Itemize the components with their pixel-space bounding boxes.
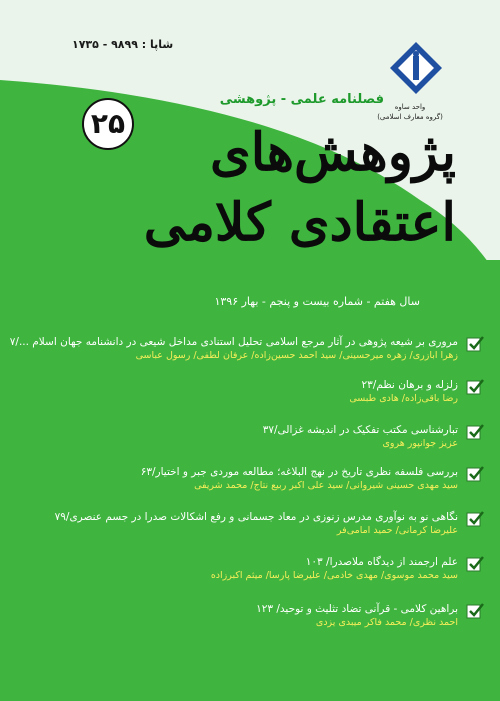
article-authors: رضا باقی‌زاده/ هادی طبسی xyxy=(349,393,458,404)
article-item xyxy=(28,465,458,492)
article-authors: زهرا ابازری/ زهره میرحسینی/ سید احمد حسین‌زاده/ عرفان لطفی/ رسول عباسی xyxy=(135,350,458,361)
article-item xyxy=(28,378,458,405)
article-authors: احمد نظری/ محمد فاکر میبدی یزدی xyxy=(315,617,458,628)
azad-university-logo-icon xyxy=(388,40,444,96)
article-title: زلزله و برهان نظم/۲۳ xyxy=(361,379,458,391)
issue-number-badge: ۲۵ xyxy=(82,98,134,150)
article-title: مروری بر شیعه پژوهی در آثار مرجع اسلامی تحلیل استنادی مداخل شیعی در دانشنامه جهان اسلام .../۷ xyxy=(9,336,458,348)
checkbox-check-icon xyxy=(466,378,484,396)
article-title: تبارشناسی مکتب تفکیک در اندیشه غزالی/۳۷ xyxy=(262,424,458,436)
article-item xyxy=(28,423,458,450)
article-title: نگاهی نو به نوآوری مدرس زنوزی در معاد جسمانی و رفع اشکالات صدرا در جسم عنصری/۷۹ xyxy=(54,511,458,523)
journal-title: پژوهش‌های اعتقادی کلامی xyxy=(143,122,456,253)
article-title: بررسی فلسفه نظری تاریخ در نهج البلاغه؛ مطالعه موردی جبر و اختیار/۶۳ xyxy=(140,466,458,478)
checkbox-check-icon xyxy=(466,555,484,573)
logo-caption-line1: واحد ساوه xyxy=(394,103,426,111)
checkbox-check-icon xyxy=(466,602,484,620)
volume-info: سال هفتم - شماره بیست و پنجم - بهار ۱۳۹۶ xyxy=(214,295,420,308)
journal-subtitle: فصلنامه علمی - پژوهشی xyxy=(219,92,384,107)
article-item xyxy=(28,510,458,537)
article-item xyxy=(28,555,458,582)
article-item xyxy=(28,602,458,629)
logo-caption-line2: (گروه معارف اسلامی) xyxy=(377,113,443,121)
article-title: علم ارجمند از دیدگاه ملاصدرا/ ۱۰۳ xyxy=(305,556,458,568)
article-item xyxy=(9,335,458,362)
checkbox-check-icon xyxy=(466,465,484,483)
issn: شاپا : ۹۸۹۹ - ۱۷۳۵ xyxy=(72,38,174,51)
checkbox-check-icon xyxy=(466,335,484,353)
article-authors: سید مهدی حسینی شیروانی/ سید علی اکبر ربیع نتاج/ محمد شریفی xyxy=(194,480,458,491)
checkbox-check-icon xyxy=(466,423,484,441)
article-authors: عزیز جوانپور هروی xyxy=(382,438,458,449)
article-title: براهین کلامی - قرآنی تضاد تثلیث و توحید/ ۱۲۳ xyxy=(256,603,458,615)
article-authors: سید محمد موسوی/ مهدی خادمی/ علیرضا پارسا/ میثم اکبرزاده xyxy=(210,570,458,581)
checkbox-check-icon xyxy=(466,510,484,528)
article-authors: علیرضا کرمانی/ حمید امامی‌فر xyxy=(336,525,458,536)
